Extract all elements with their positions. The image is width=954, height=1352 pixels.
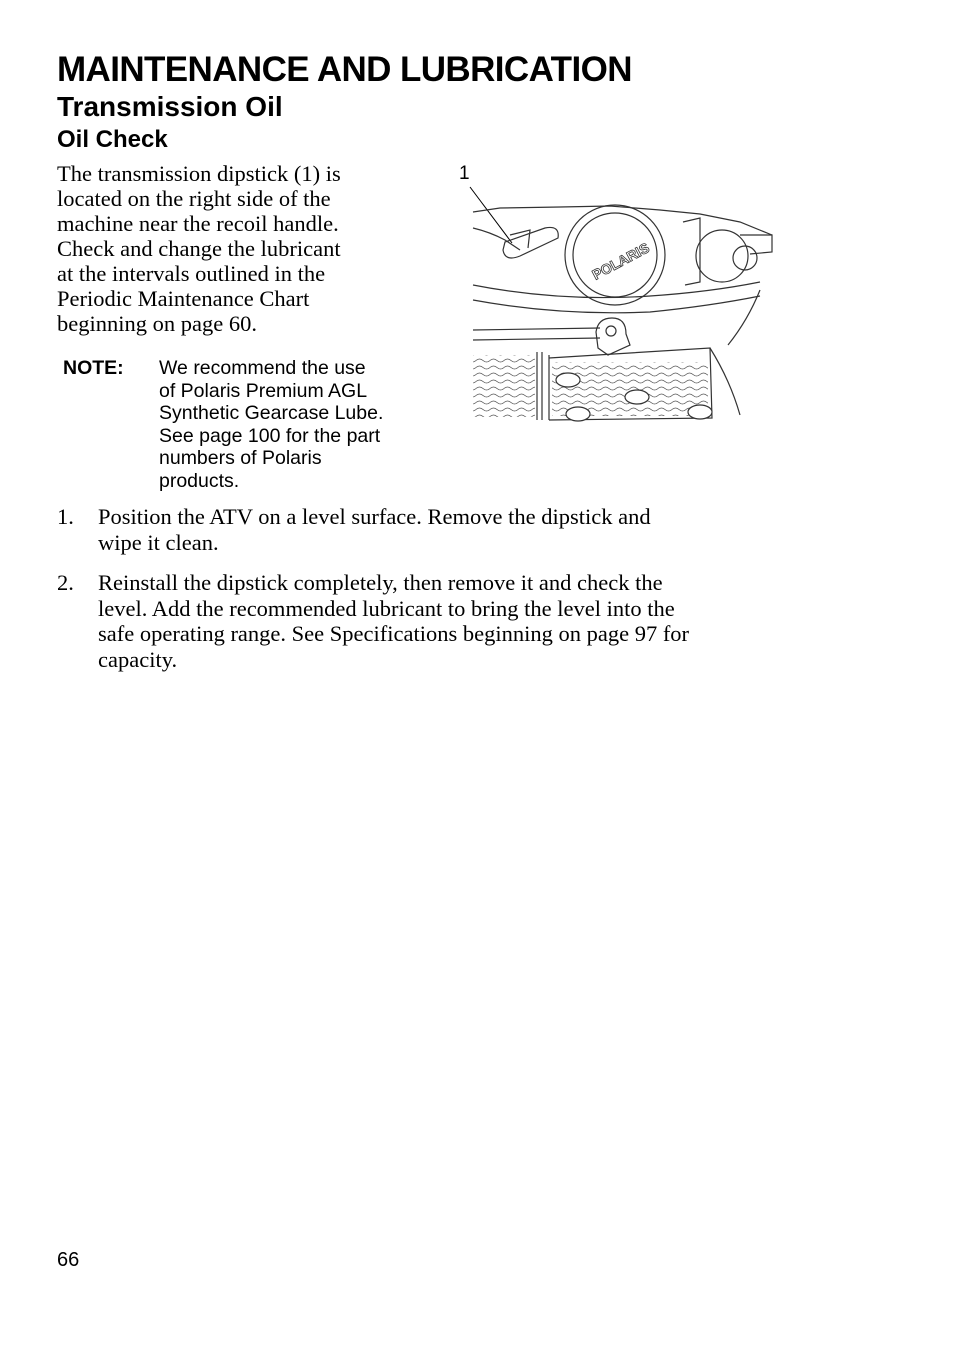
note-line: We recommend the use <box>159 357 366 379</box>
step-number: 2. <box>57 570 74 595</box>
intro-line: beginning on page 60. <box>57 311 257 336</box>
dipstick-location-illustration <box>455 160 780 425</box>
list-item <box>57 504 777 555</box>
note-line: products. <box>159 469 240 492</box>
step-line: Position the ATV on a level surface. Remove the dipstick and <box>98 504 651 529</box>
page-number: 66 <box>57 1249 80 1271</box>
intro-line: at the intervals outlined in the <box>57 261 326 286</box>
note-line: of Polaris Premium AGL <box>159 379 368 402</box>
callout-number: 1 <box>459 163 470 184</box>
note-text <box>159 357 449 492</box>
step-line: safe operating range. See Specifications beginning on page 97 for <box>98 621 690 646</box>
intro-line: Check and change the lubricant <box>57 236 341 261</box>
subtopic-title: Oil Check <box>57 126 168 153</box>
note-line: numbers of Polaris <box>159 447 322 469</box>
intro-paragraph <box>57 161 397 336</box>
step-text <box>98 570 777 672</box>
intro-line: The transmission dipstick (1) is <box>57 161 341 186</box>
note-label: NOTE: <box>63 357 124 379</box>
topic-title: Transmission Oil <box>57 91 283 122</box>
section-title: MAINTENANCE AND LUBRICATION <box>57 50 632 89</box>
steps-list <box>57 504 777 687</box>
step-line: capacity. <box>98 646 178 672</box>
step-line: wipe it clean. <box>98 529 219 555</box>
note-line: See page 100 for the part <box>159 424 381 447</box>
polaris-logo: POLARIS <box>589 239 652 283</box>
list-item <box>57 570 777 672</box>
step-line: Reinstall the dipstick completely, then remove it and check the <box>98 570 663 595</box>
intro-line: machine near the recoil handle. <box>57 211 339 236</box>
intro-line: located on the right side of the <box>57 186 331 211</box>
step-line: level. Add the recommended lubricant to bring the level into the <box>98 595 675 621</box>
step-text <box>98 504 777 555</box>
note-line: Synthetic Gearcase Lube. <box>159 402 384 424</box>
step-number: 1. <box>57 504 74 529</box>
intro-line: Periodic Maintenance Chart <box>57 286 310 311</box>
